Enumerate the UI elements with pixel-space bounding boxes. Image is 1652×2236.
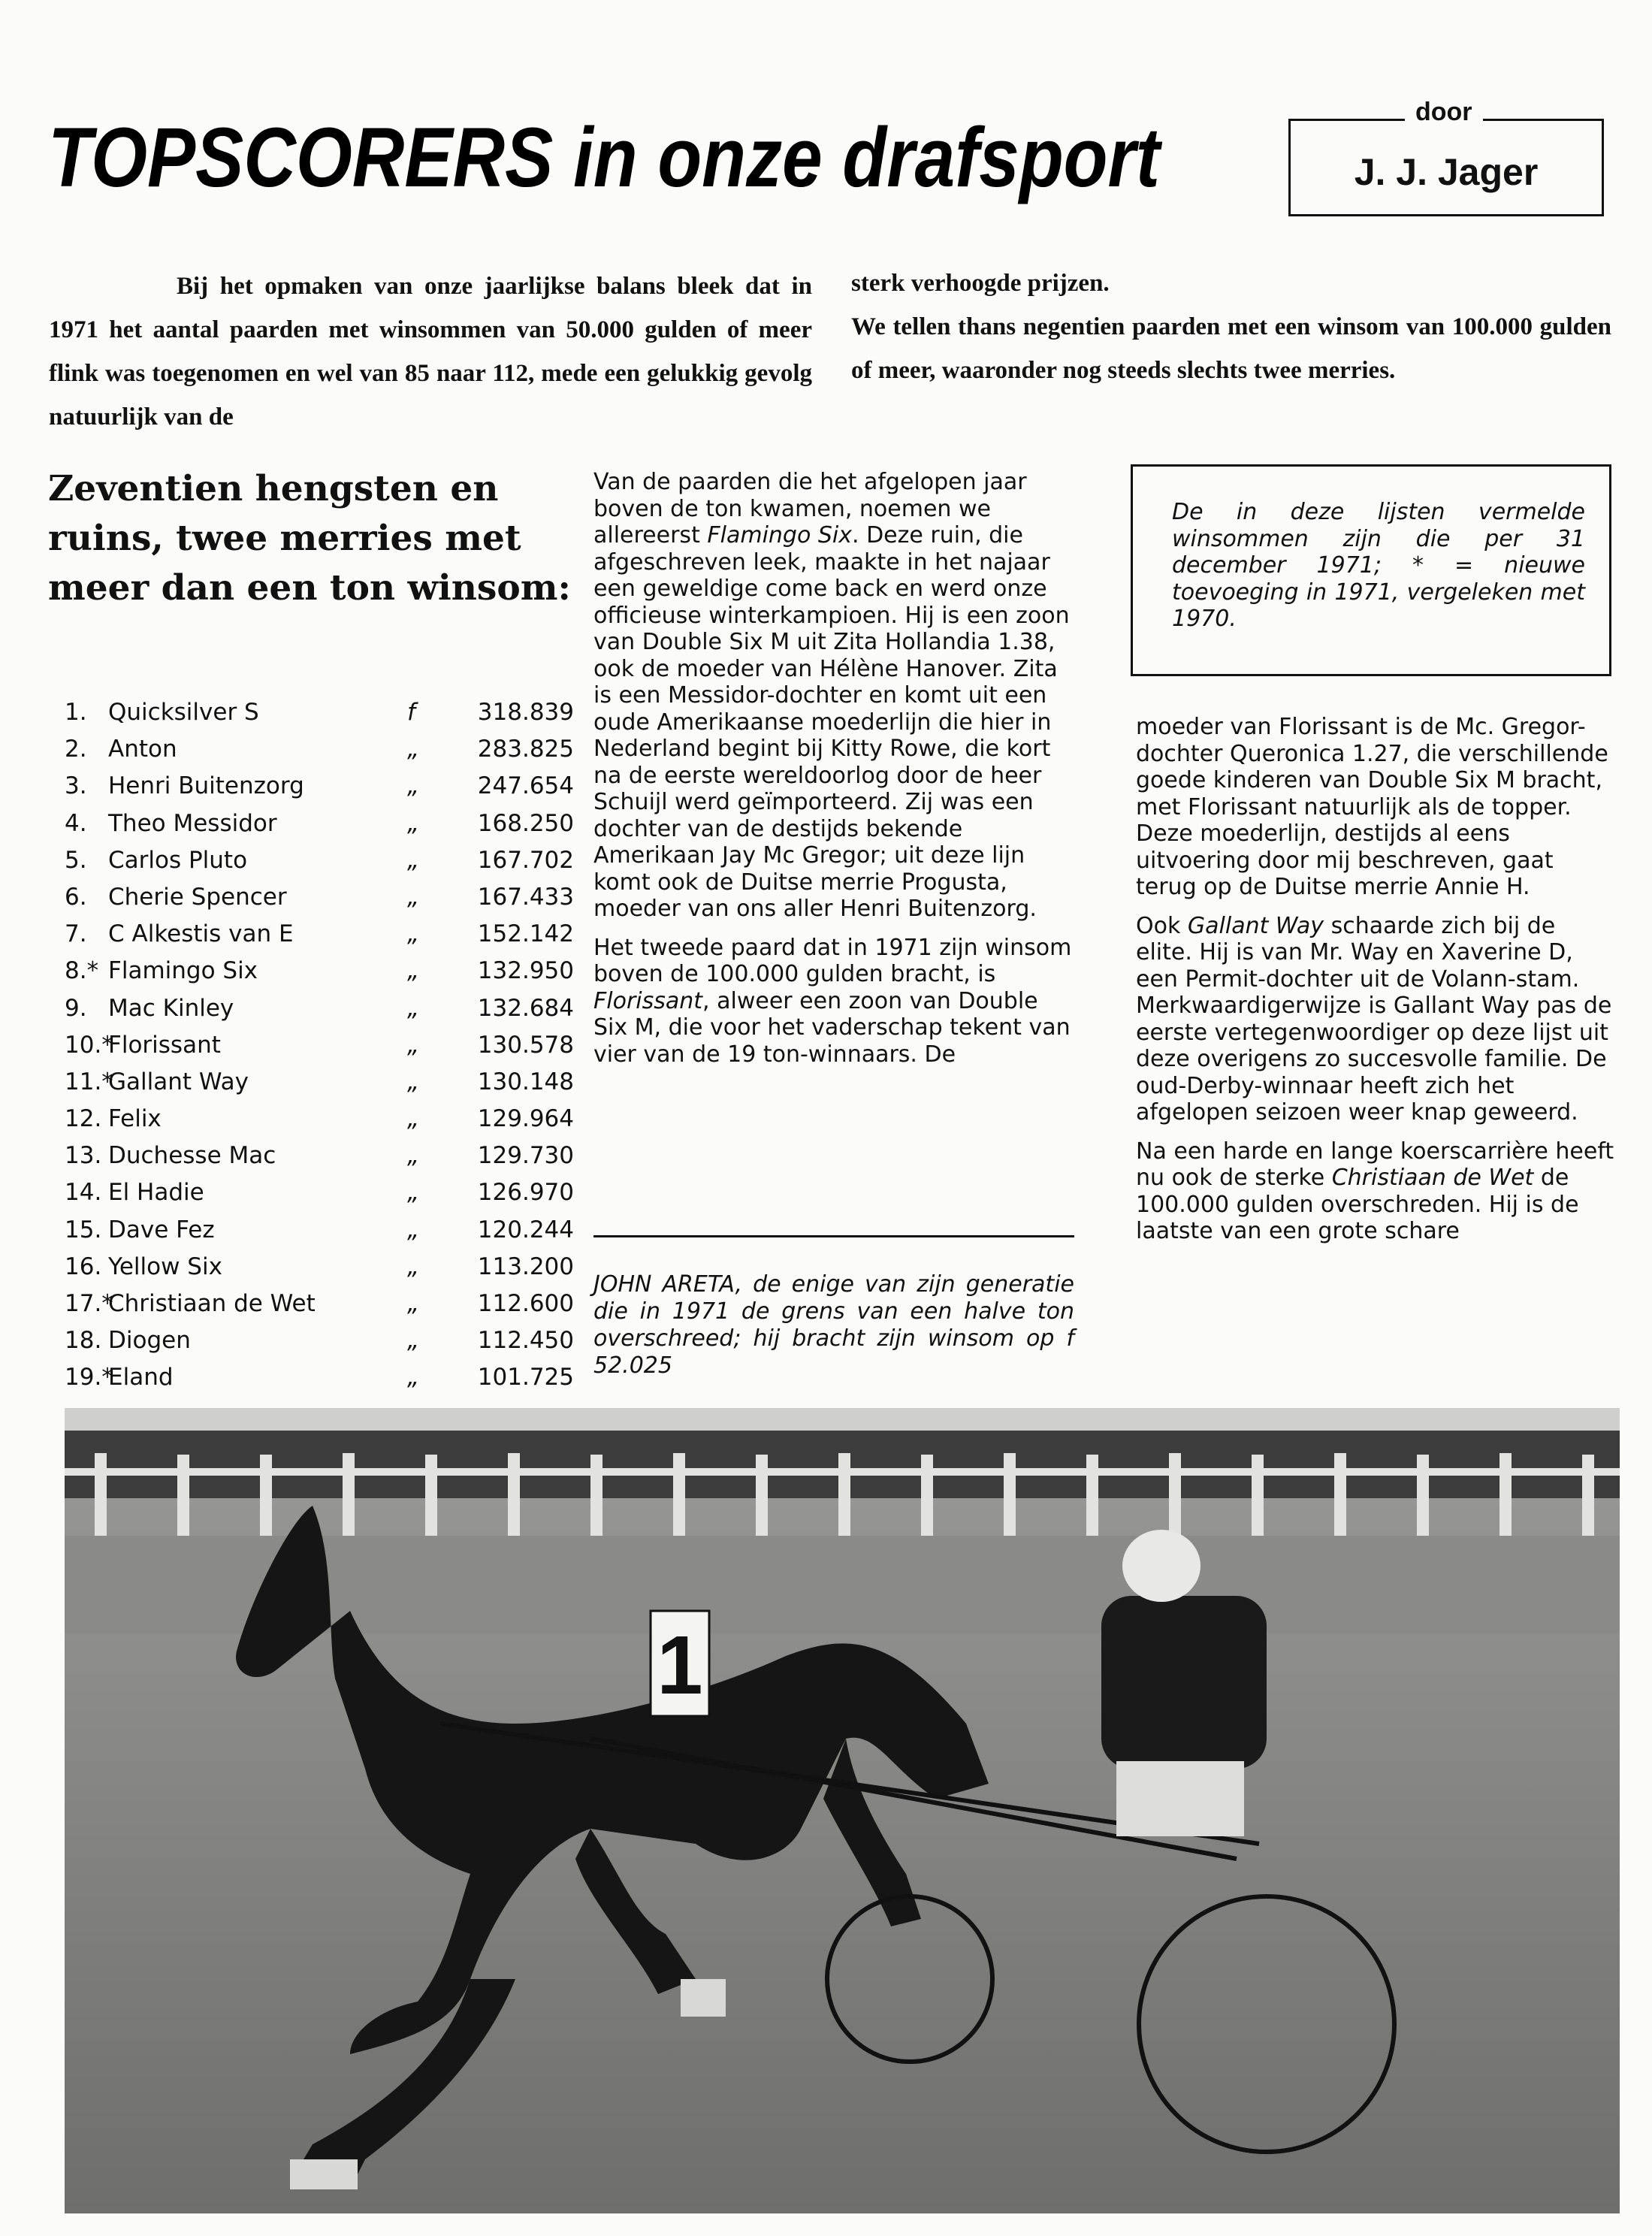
horse-name: Theo Messidor xyxy=(108,809,277,837)
rank-number: 16. xyxy=(65,1252,102,1280)
winnings-amount: 112.600 xyxy=(477,1290,574,1317)
photo-caption: JOHN ARETA, de enige van zijn generatie die in 1971 de grens van een halve ton overschreed; hij bracht zijn winsom op f 52.025 xyxy=(593,1271,1074,1379)
rank-number: 8.* xyxy=(65,957,99,985)
rank-number: 4. xyxy=(65,809,87,837)
ditto-mark: „ xyxy=(407,772,420,800)
ditto-mark: „ xyxy=(407,1290,420,1317)
ditto-mark: „ xyxy=(407,846,420,874)
rank-number: 14. xyxy=(65,1179,102,1207)
ditto-mark: „ xyxy=(407,1327,420,1355)
list-item xyxy=(48,694,574,731)
winnings-amount: 318.839 xyxy=(477,699,574,726)
winnings-amount: 112.450 xyxy=(477,1327,574,1355)
text-run: Ook xyxy=(1136,912,1188,939)
rank-number: 9. xyxy=(65,994,87,1022)
currency-prefix: f xyxy=(407,699,415,726)
horse-name: Christiaan de Wet xyxy=(108,1290,316,1317)
list-item xyxy=(48,1101,574,1138)
winnings-amount: 129.730 xyxy=(477,1142,574,1170)
winnings-amount: 129.964 xyxy=(477,1105,574,1133)
ditto-mark: „ xyxy=(407,1364,420,1391)
rank-number: 1. xyxy=(65,699,87,726)
rank-number: 5. xyxy=(65,846,87,874)
text-run: Na een harde en lange koerscarrière heeft nu ook de sterke xyxy=(1136,1138,1614,1191)
middle-paragraph-1 xyxy=(593,469,1074,923)
list-item xyxy=(48,1359,574,1396)
horse-name: Henri Buitenzorg xyxy=(108,772,304,800)
winnings-amount: 247.654 xyxy=(477,772,574,800)
ditto-mark: „ xyxy=(407,994,420,1022)
ditto-mark: „ xyxy=(407,1179,420,1207)
ditto-mark: „ xyxy=(407,1105,420,1133)
rank-number: 18. xyxy=(65,1327,102,1355)
horse-name: Cherie Spencer xyxy=(108,883,287,911)
horse-name: Dave Fez xyxy=(108,1216,215,1243)
horse-name: Florissant xyxy=(108,1031,221,1059)
winnings-amount: 130.148 xyxy=(477,1068,574,1095)
rank-number: 2. xyxy=(65,736,87,763)
list-item xyxy=(48,990,574,1027)
horse-name-italic: Christiaan de Wet xyxy=(1331,1165,1534,1191)
horse-name-italic: Gallant Way xyxy=(1187,912,1324,939)
list-item xyxy=(48,1212,574,1249)
horse-name: Yellow Six xyxy=(108,1252,222,1280)
list-heading: Zeventien hengsten en ruins, twee merries met meer dan een ton winsom: xyxy=(48,468,571,609)
ditto-mark: „ xyxy=(407,1252,420,1280)
text-run: schaarde zich bij de elite. Hij is van Mr. Way en Xaverine D, een Permit-dochter uit de Volann-stam. Merkwaardigerwijze is Gallant Way pas de eerste vertegenwoordiger op deze lijst uit deze overigens zo succesvolle familie. De oud-Derby-winnaar heeft zich het afgelopen seizoen weer knap geweerd. xyxy=(1136,912,1612,1126)
text-run: de 100.000 gulden overschreden. Hij is de laatste van een grote schare xyxy=(1136,1165,1579,1244)
right-paragraph-3 xyxy=(1136,1138,1617,1245)
horse-name: Quicksilver S xyxy=(108,699,259,726)
right-paragraph-2 xyxy=(1136,913,1617,1126)
intro-right-line2: We tellen thans negentien paarden met een winsom van 100.000 gulden of meer, waaronder nog steeds slechts twee merries. xyxy=(851,313,1611,384)
title-bold: TOPSCORERS xyxy=(48,110,636,204)
horse-name-italic: Flamingo Six xyxy=(707,522,852,548)
list-item xyxy=(48,1286,574,1322)
right-column xyxy=(1136,714,1617,1257)
ditto-mark: „ xyxy=(407,809,420,837)
list-item xyxy=(48,805,574,842)
winnings-amount: 167.702 xyxy=(477,846,574,874)
winnings-amount: 101.725 xyxy=(477,1364,574,1391)
svg-text:TOPSCORERS in onze drafsport xyxy=(48,110,1259,204)
list-item xyxy=(48,1064,574,1101)
winnings-amount: 113.200 xyxy=(477,1252,574,1280)
ditto-mark: „ xyxy=(407,883,420,911)
horse-name: Diogen xyxy=(108,1327,191,1355)
byline-author: J. J. Jager xyxy=(1354,151,1539,193)
middle-paragraph-2 xyxy=(593,935,1074,1068)
list-item xyxy=(48,731,574,768)
winnings-amount: 132.684 xyxy=(477,994,574,1022)
byline-label: door xyxy=(1405,98,1483,127)
ranking-list xyxy=(48,694,574,1397)
ditto-mark: „ xyxy=(407,1031,420,1059)
horse-name: Felix xyxy=(108,1105,162,1133)
rank-number: 19.* xyxy=(65,1364,113,1391)
rank-number: 7. xyxy=(65,920,87,948)
ditto-mark: „ xyxy=(407,736,420,763)
list-item xyxy=(48,1027,574,1064)
number-cloth-number: 1 xyxy=(657,1619,703,1712)
winnings-amount: 283.825 xyxy=(477,736,574,763)
title-rest: in onze drafsport xyxy=(553,110,1259,204)
list-item xyxy=(48,1249,574,1286)
horse-name: Mac Kinley xyxy=(108,994,234,1022)
middle-column xyxy=(593,469,1074,1080)
list-item xyxy=(48,1322,574,1359)
horse-name: C Alkestis van E xyxy=(108,920,294,948)
horse-name: Duchesse Mac xyxy=(108,1142,276,1170)
intro-right xyxy=(851,261,1611,392)
horse-name: Carlos Pluto xyxy=(108,846,248,874)
horse-name: Flamingo Six xyxy=(108,957,258,985)
list-item xyxy=(48,842,574,879)
rank-number: 11.* xyxy=(65,1068,113,1095)
winnings-amount: 152.142 xyxy=(477,920,574,948)
caption-divider xyxy=(593,1235,1074,1237)
intro-right-line1: sterk verhoogde prijzen. xyxy=(851,270,1110,297)
horse-name: Eland xyxy=(108,1364,174,1391)
winnings-amount: 168.250 xyxy=(477,809,574,837)
winnings-amount: 130.578 xyxy=(477,1031,574,1059)
article-title xyxy=(48,110,1259,204)
horse-name: Anton xyxy=(108,736,177,763)
horse-name: El Hadie xyxy=(108,1179,204,1207)
horse-name: Gallant Way xyxy=(108,1068,249,1095)
horse-name-italic: Florissant xyxy=(593,987,703,1014)
ditto-mark: „ xyxy=(407,1142,420,1170)
rank-number: 10.* xyxy=(65,1031,113,1059)
list-item xyxy=(48,1174,574,1211)
ditto-mark: „ xyxy=(407,1068,420,1095)
intro-left: Bij het opmaken van onze jaarlijkse balans bleek dat in 1971 het aantal paarden met winsommen van 50.000 gulden of meer flink was toegenomen en wel van 85 naar 112, mede een gelukkig gevolg natuurlijk van de xyxy=(49,273,812,431)
rank-number: 6. xyxy=(65,883,87,911)
note-text: De in deze lijsten vermelde winsommen zijn die per 31 december 1971; * = nieuwe toevoeging in 1971, vergeleken met 1970. xyxy=(1172,499,1585,632)
rank-number: 12. xyxy=(65,1105,102,1133)
rank-number: 3. xyxy=(65,772,87,800)
list-item xyxy=(48,1138,574,1174)
rank-number: 17.* xyxy=(65,1290,113,1317)
text-run: Het tweede paard dat in 1971 zijn winsom boven de 100.000 gulden bracht, is xyxy=(593,934,1072,987)
list-item xyxy=(48,916,574,953)
rank-number: 15. xyxy=(65,1216,102,1243)
ditto-mark: „ xyxy=(407,957,420,985)
list-item xyxy=(48,768,574,805)
text-run: Van de paarden die het afgelopen jaar boven de ton kwamen, noemen we allereerst xyxy=(593,469,1027,548)
ditto-mark: „ xyxy=(407,1216,420,1243)
winnings-amount: 132.950 xyxy=(477,957,574,985)
rank-number: 13. xyxy=(65,1142,102,1170)
winnings-amount: 120.244 xyxy=(477,1216,574,1243)
text-run: , alweer een zoon van Double Six M, die voor het vaderschap tekent van vier van de 19 ton-winnaars. De xyxy=(593,987,1071,1068)
list-item xyxy=(48,879,574,916)
winnings-amount: 167.433 xyxy=(477,883,574,911)
ditto-mark: „ xyxy=(407,920,420,948)
list-item xyxy=(48,953,574,990)
text-run: . Deze ruin, die afgeschreven leek, maakte in het najaar een geweldige come back en werd onze officieuse winterkampioen. Hij is een zoon van Double Six M uit Zita Hollandia 1.38, ook de moeder van Hélène Hanover. Zita is een Messidor-dochter en komt uit een oude Amerikaanse moederlijn die hier in Nederland begint bij Kitty Rowe, die kort na de eerste wereldoorlog door de heer Schuijl werd geïmporteerd. Zij was een dochter van de destijds bekende Amerikaan Jay Mc Gregor; uit deze lijn komt ook de Duitse merrie Progusta, moeder van ons aller Henri Buitenzorg. xyxy=(593,522,1070,922)
harness-racing-photo xyxy=(65,1408,1620,2213)
number-cloth xyxy=(651,1611,709,1716)
right-paragraph-1: moeder van Florissant is de Mc. Gregor-dochter Queronica 1.27, die verschillende goede kinderen van Double Six M bracht, met Florissant natuurlijk als de topper. Deze moederlijn, destijds al eens uitvoering door mij beschreven, gaat terug op de Duitse merrie Annie H. xyxy=(1136,714,1608,900)
winnings-amount: 126.970 xyxy=(477,1179,574,1207)
